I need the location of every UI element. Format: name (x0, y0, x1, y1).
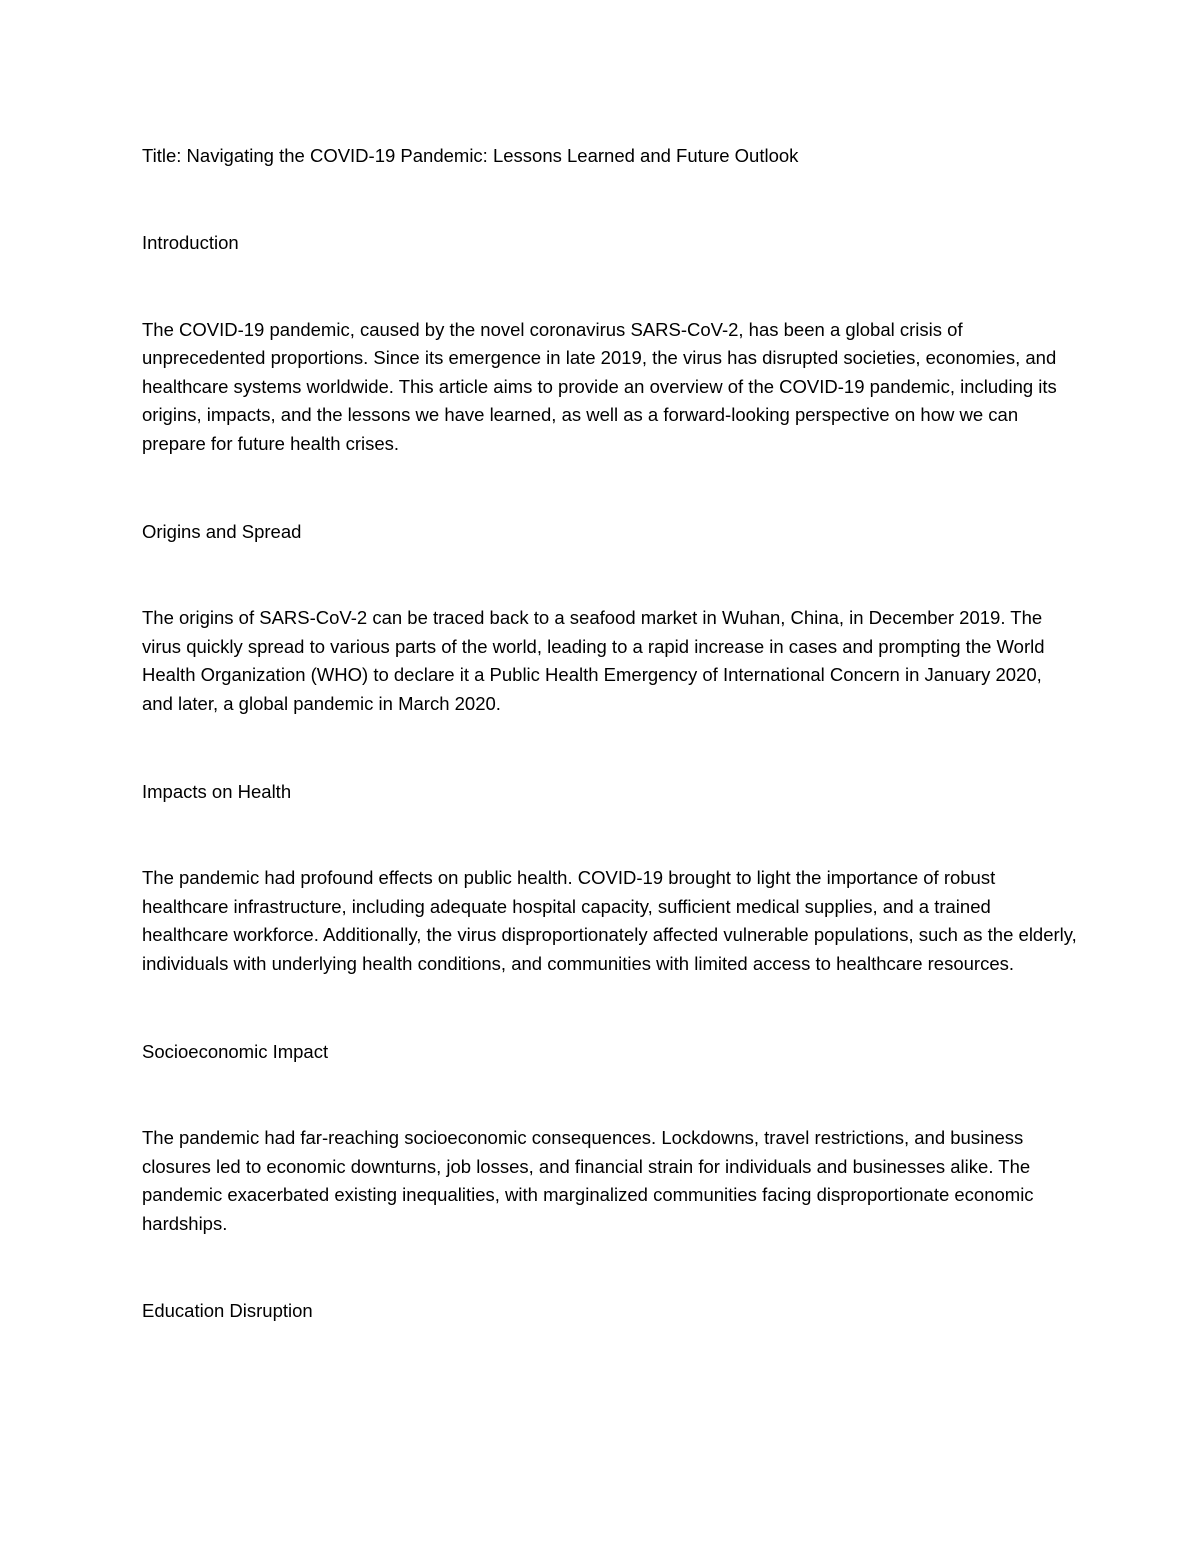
section-heading-origins-and-spread: Origins and Spread (142, 520, 302, 542)
document-title: Title: Navigating the COVID-19 Pandemic: Lessons Learned and Future Outlook (142, 145, 799, 166)
section-heading-socioeconomic-impact: Socioeconomic Impact (142, 1040, 329, 1062)
section-heading-introduction: Introduction (142, 232, 239, 253)
section-heading-education-disruption: Education Disruption (142, 1300, 313, 1322)
section-paragraph-socioeconomic-impact: The pandemic had far-reaching socioeconomic consequences. Lockdowns, travel restrictions, and business closures led to economic downturns, job losses, and financial strain for individuals and businesses alike. The pandemic exacerbated existing inequalities, with marginalized communities facing disproportionate economic hardships. (142, 1127, 1034, 1234)
section-heading-impacts-on-health: Impacts on Health (142, 780, 292, 802)
document-body (142, 142, 1077, 1326)
section-paragraph-impacts-on-health: The pandemic had profound effects on public health. COVID-19 brought to light the importance of robust healthcare infrastructure, including adequate hospital capacity, sufficient medical supplies, and a trained healthcare workforce. Additionally, the virus disproportionately affected vulnerable populations, such as the elderly, individuals with underlying health conditions, and communities with limited access to healthcare resources. (142, 867, 1077, 974)
section-paragraph-introduction: The COVID-19 pandemic, caused by the novel coronavirus SARS-CoV-2, has been a global crisis of unprecedented proportions. Since its emergence in late 2019, the virus has disrupted societies, economies, and healthcare systems worldwide. This article aims to provide an overview of the COVID-19 pandemic, including its origins, impacts, and the lessons we have learned, as well as a forward-looking perspective on how we can prepare for future health crises. (142, 318, 1057, 454)
section-paragraph-origins-and-spread: The origins of SARS-CoV-2 can be traced back to a seafood market in Wuhan, China, in December 2019. The virus quickly spread to various parts of the world, leading to a rapid increase in cases and prompting the World Health Organization (WHO) to declare it a Public Health Emergency of International Concern in January 2020, and later, a global pandemic in March 2020. (142, 607, 1045, 714)
